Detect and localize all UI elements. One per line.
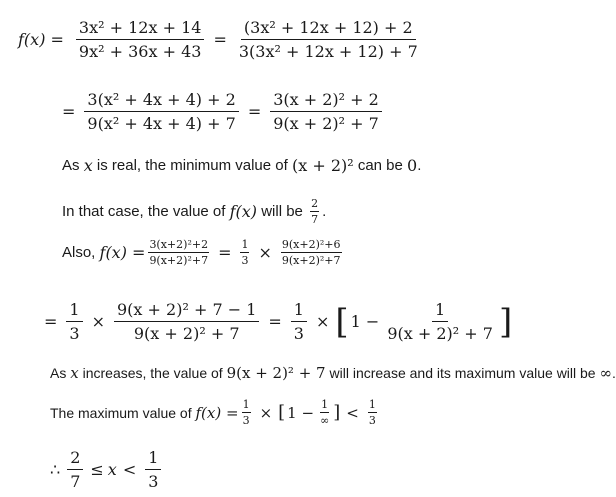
denominator: 3 [241, 254, 249, 267]
less-equal-sign: ≤ [90, 460, 104, 479]
math-f-of-x: f(x) = [195, 403, 239, 422]
numerator: 1 [321, 398, 329, 411]
denominator: 9(x + 2)² + 7 [387, 324, 493, 343]
left-bracket: [ [278, 402, 286, 423]
numerator: 1 [368, 398, 376, 411]
variable-x: x [107, 460, 117, 479]
fraction [236, 18, 421, 61]
numerator: 1 [66, 300, 82, 322]
denominator: 3 [368, 414, 376, 427]
left-bracket: [ [335, 301, 349, 342]
text: As [50, 365, 71, 381]
equation-line-2 [56, 90, 385, 133]
period: . [611, 365, 616, 381]
less-than-sign: < [346, 403, 359, 422]
numerator: 1 [145, 448, 161, 470]
fraction [84, 90, 238, 133]
denominator: 3 [148, 472, 159, 491]
fraction [145, 448, 161, 491]
text: will be [257, 203, 308, 220]
text: As [62, 157, 84, 174]
numerator: (3x² + 12x + 12) + 2 [241, 18, 416, 40]
equals-sign: = [218, 243, 232, 262]
fraction [384, 300, 496, 343]
math-zero: 0 [407, 156, 418, 175]
denominator: 9(x + 2)² + 7 [133, 324, 240, 343]
fraction [114, 300, 259, 343]
one-minus: 1 − [350, 312, 380, 331]
numerator: 3x² + 12x + 14 [76, 18, 205, 40]
math-expression: (x + 2)² [291, 156, 354, 175]
variable-x: x [83, 156, 93, 175]
text-line-min-value [62, 156, 421, 175]
denominator: 3 [69, 324, 80, 343]
fraction [148, 238, 209, 267]
lhs-f-of-x: f(x) = [18, 30, 64, 49]
times-sign: × [259, 403, 273, 422]
denominator: 9(x+2)²+7 [281, 254, 341, 267]
denominator: 3(3x² + 12x + 12) + 7 [238, 42, 418, 61]
denominator: 3 [293, 324, 304, 343]
numerator: 1 [241, 238, 249, 251]
period: . [322, 203, 327, 220]
period: . [417, 157, 422, 174]
denominator: 7 [311, 213, 319, 226]
fraction [310, 197, 319, 226]
equals-sign: = [247, 102, 262, 121]
denominator: 9(x + 2)² + 7 [273, 114, 379, 133]
fraction [291, 300, 307, 343]
fraction [270, 90, 382, 133]
math-f-of-x: f(x) [229, 202, 258, 221]
text: Also, [62, 244, 100, 261]
fraction [76, 18, 205, 61]
numerator: 2 [67, 448, 83, 470]
numerator: 1 [291, 300, 307, 322]
numerator: 1 [242, 398, 250, 411]
one-minus: 1 − [287, 403, 315, 422]
text: will increase and its maximum value will be [325, 365, 600, 381]
conclusion-line [50, 448, 164, 491]
numerator: 1 [432, 300, 448, 322]
numerator: 3(x + 2)² + 2 [270, 90, 382, 112]
denominator: 3 [242, 414, 250, 427]
numerator: 9(x+2)²+6 [281, 238, 341, 251]
numerator: 3(x² + 4x + 4) + 2 [84, 90, 238, 112]
text: can be [353, 157, 408, 174]
numerator: 2 [311, 197, 319, 210]
therefore-symbol: ∴ [50, 460, 61, 479]
times-sign: × [258, 243, 272, 262]
text-line-increases [50, 364, 616, 382]
text: increases, the value of [78, 365, 227, 381]
equals-sign: = [62, 102, 76, 121]
fraction [319, 398, 330, 427]
text-line-also [62, 238, 345, 267]
numerator: 3(x+2)²+2 [149, 238, 209, 251]
equals-sign: = [268, 312, 282, 331]
denominator: 9(x² + 4x + 4) + 7 [87, 114, 236, 133]
less-than-sign: < [122, 460, 137, 479]
fraction [67, 448, 83, 491]
text: In that case, the value of [62, 203, 230, 220]
times-sign: × [91, 312, 105, 331]
equation-line-1 [18, 18, 424, 61]
text-line-maximum [50, 398, 380, 427]
variable-x: x [70, 364, 79, 382]
right-bracket: ] [498, 301, 513, 342]
math-f-of-x: f(x) = [99, 243, 146, 262]
fraction [240, 238, 249, 267]
math-expression: 9(x + 2)² + 7 [226, 364, 326, 382]
equals-sign: = [213, 30, 227, 49]
numerator: 9(x + 2)² + 7 − 1 [114, 300, 259, 322]
denominator: 9(x+2)²+7 [149, 254, 209, 267]
denominator: ∞ [320, 414, 330, 427]
fraction [242, 398, 251, 427]
equals-sign: = [44, 312, 58, 331]
denominator: 9x² + 36x + 43 [78, 42, 202, 61]
text: The maximum value of [50, 404, 196, 421]
fraction [66, 300, 82, 343]
fraction [281, 238, 342, 267]
denominator: 7 [70, 472, 81, 491]
text-line-that-case [62, 197, 326, 226]
times-sign: × [315, 312, 330, 331]
infinity-symbol: ∞ [599, 364, 612, 382]
text: is real, the minimum value of [92, 157, 292, 174]
equation-line-6 [38, 300, 512, 343]
fraction [368, 398, 377, 427]
right-bracket: ] [333, 402, 341, 423]
